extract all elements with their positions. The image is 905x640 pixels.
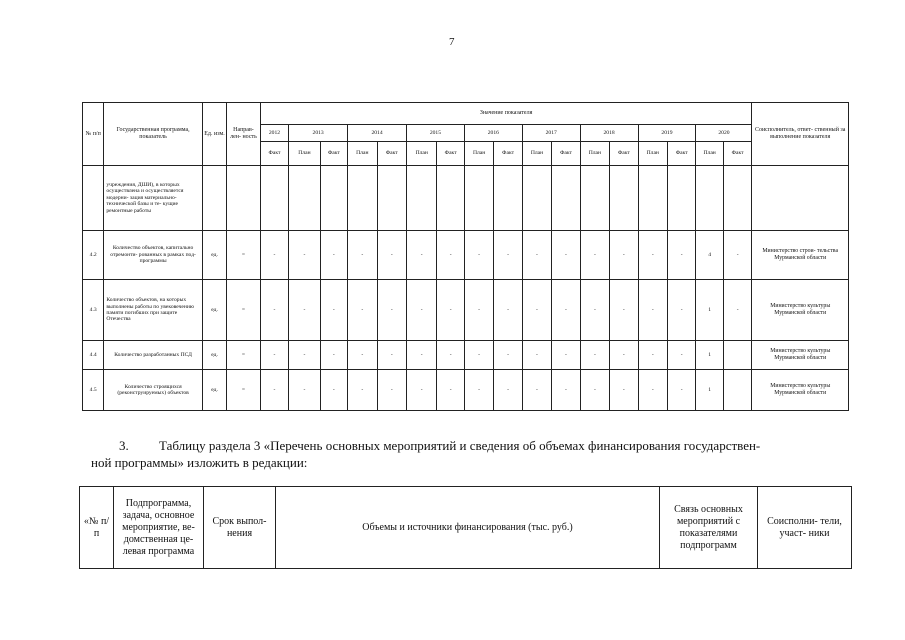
indicator-description: Количество строящихся (реконструируемых) объектов	[104, 370, 203, 411]
table-row	[83, 231, 849, 280]
direction-cell: =	[227, 341, 261, 370]
plan-header: План	[638, 142, 667, 166]
value-cell: -	[580, 370, 609, 411]
value-cell: -	[638, 341, 667, 370]
value-cell: -	[377, 370, 406, 411]
value-cell	[348, 166, 377, 231]
fact-header: Факт	[377, 142, 406, 166]
year-header: 2020	[696, 125, 752, 142]
value-cell: -	[668, 370, 696, 411]
fact-header: Факт	[668, 142, 696, 166]
value-cell: -	[260, 341, 288, 370]
value-cell: 1	[696, 280, 723, 341]
direction-cell: =	[227, 280, 261, 341]
col-program-header: Государственная программа, показатель	[104, 103, 203, 166]
table-row	[83, 341, 849, 370]
activities-table-header	[79, 486, 852, 569]
value-cell: -	[289, 370, 320, 411]
value-cell	[260, 166, 288, 231]
value-cell: -	[289, 280, 320, 341]
value-cell	[522, 166, 551, 231]
indicator-description: учреждения, ДШИ), в которых осуществлена и осуществляется модерни- зация материально- технической базы и те- кущие ремонтные работы	[104, 166, 203, 231]
responsible-cell	[752, 166, 849, 231]
direction-cell	[227, 166, 261, 231]
value-cell: -	[377, 280, 406, 341]
value-cell: -	[406, 341, 436, 370]
plan-header: План	[522, 142, 551, 166]
value-cell: -	[494, 370, 522, 411]
direction-cell: =	[227, 231, 261, 280]
paragraph-line-2: ной программы» изложить в редакции:	[91, 455, 308, 470]
indicator-description: Количество объектов, капитально отремонти- рованных в рамках под- программы	[104, 231, 203, 280]
value-cell	[406, 166, 436, 231]
value-cell: -	[348, 341, 377, 370]
row-number: 4.2	[83, 231, 104, 280]
value-cell: -	[320, 341, 347, 370]
fact-header: Факт	[723, 142, 752, 166]
page-number: 7	[449, 36, 455, 48]
fact-header: Факт	[494, 142, 522, 166]
value-cell: -	[437, 341, 464, 370]
value-cell: -	[377, 341, 406, 370]
year-header: 2018	[580, 125, 638, 142]
table-row	[83, 166, 849, 231]
year-header: 2014	[348, 125, 407, 142]
paragraph-number: 3.	[119, 438, 129, 453]
value-cell: -	[437, 231, 464, 280]
responsible-cell: Министерство строи- тельства Мурманской области	[752, 231, 849, 280]
year-header: 2013	[289, 125, 348, 142]
value-cell	[723, 370, 752, 411]
value-cell: -	[464, 341, 493, 370]
value-cell: -	[494, 231, 522, 280]
value-cell	[464, 166, 493, 231]
unit-cell: ед.	[202, 341, 226, 370]
value-cell: -	[668, 280, 696, 341]
row-number: 4.5	[83, 370, 104, 411]
col-coexec-header: Соисполни- тели, участ- ники	[758, 487, 852, 569]
year-header: 2016	[464, 125, 522, 142]
value-cell: -	[320, 370, 347, 411]
value-cell	[723, 166, 752, 231]
table-row	[83, 370, 849, 411]
value-cell: 4	[696, 231, 723, 280]
values-group-header: Значение показателя	[260, 103, 752, 125]
value-cell: -	[320, 231, 347, 280]
paragraph-line-1: Таблицу раздела 3 «Перечень основных мероприятий и сведения об объемах финансирования государствен-	[159, 438, 761, 453]
value-cell: -	[638, 280, 667, 341]
value-cell: -	[638, 231, 667, 280]
value-cell: -	[406, 370, 436, 411]
value-cell: -	[552, 280, 580, 341]
fact-header: Факт	[260, 142, 288, 166]
value-cell: -	[552, 341, 580, 370]
value-cell: -	[494, 280, 522, 341]
responsible-cell: Министерство культуры Мурманской области	[752, 370, 849, 411]
plan-header: План	[580, 142, 609, 166]
unit-cell: ед.	[202, 370, 226, 411]
value-cell: -	[723, 231, 752, 280]
value-cell	[289, 166, 320, 231]
value-cell	[377, 166, 406, 231]
row-number	[83, 166, 104, 231]
table-row	[83, 280, 849, 341]
value-cell: -	[260, 280, 288, 341]
value-cell: -	[289, 231, 320, 280]
value-cell: -	[610, 370, 638, 411]
value-cell: -	[464, 280, 493, 341]
col-link-header: Связь основных мероприятий с показателями подпрограмм	[660, 487, 758, 569]
value-cell: -	[377, 231, 406, 280]
indicators-table	[82, 102, 849, 411]
indicator-description: Количество разработанных ПСД	[104, 341, 203, 370]
value-cell: -	[580, 231, 609, 280]
value-cell	[580, 166, 609, 231]
plan-header: План	[348, 142, 377, 166]
unit-cell: ед.	[202, 280, 226, 341]
value-cell: -	[610, 341, 638, 370]
value-cell: -	[348, 280, 377, 341]
year-header: 2015	[406, 125, 464, 142]
value-cell: -	[348, 231, 377, 280]
value-cell: -	[464, 370, 493, 411]
col-responsible-header: Соисполнитель, ответ- ственный за выполнение показателя	[752, 103, 849, 166]
value-cell: -	[580, 341, 609, 370]
responsible-cell: Министерство культуры Мурманской области	[752, 341, 849, 370]
year-header: 2017	[522, 125, 580, 142]
value-cell	[320, 166, 347, 231]
fact-header: Факт	[437, 142, 464, 166]
responsible-cell: Министерство культуры Мурманской области	[752, 280, 849, 341]
fact-header: Факт	[320, 142, 347, 166]
amendment-paragraph	[91, 437, 855, 471]
col-direction-header: Направ- лен- ность	[227, 103, 261, 166]
value-cell: -	[610, 231, 638, 280]
value-cell: -	[723, 280, 752, 341]
value-cell: -	[406, 280, 436, 341]
value-cell: -	[580, 280, 609, 341]
value-cell: -	[522, 370, 551, 411]
col-num-header: № п/п	[83, 103, 104, 166]
value-cell: -	[289, 341, 320, 370]
value-cell: -	[348, 370, 377, 411]
col-num-header: «№ п/п	[80, 487, 114, 569]
value-cell: -	[552, 231, 580, 280]
value-cell	[668, 166, 696, 231]
value-cell	[638, 166, 667, 231]
value-cell: -	[552, 370, 580, 411]
value-cell: 1	[696, 370, 723, 411]
indicator-description: Количество объектов, на которых выполнены работы по увековечению памяти погибших при защите Отечества	[104, 280, 203, 341]
value-cell: -	[437, 370, 464, 411]
plan-header: План	[464, 142, 493, 166]
value-cell: -	[668, 231, 696, 280]
fact-header: Факт	[552, 142, 580, 166]
year-header: 2012	[260, 125, 288, 142]
col-unit-header: Ед. изм.	[202, 103, 226, 166]
row-number: 4.4	[83, 341, 104, 370]
unit-cell	[202, 166, 226, 231]
value-cell	[552, 166, 580, 231]
unit-cell: ед.	[202, 231, 226, 280]
value-cell: -	[610, 280, 638, 341]
value-cell: -	[522, 231, 551, 280]
value-cell: -	[494, 341, 522, 370]
col-funding-header: Объемы и источники финансирования (тыс. руб.)	[276, 487, 660, 569]
fact-header: Факт	[610, 142, 638, 166]
value-cell	[723, 341, 752, 370]
plan-header: План	[696, 142, 723, 166]
value-cell	[437, 166, 464, 231]
value-cell: -	[406, 231, 436, 280]
value-cell: -	[464, 231, 493, 280]
value-cell: -	[437, 280, 464, 341]
value-cell: -	[260, 231, 288, 280]
value-cell: -	[522, 341, 551, 370]
value-cell: -	[638, 370, 667, 411]
value-cell: -	[522, 280, 551, 341]
value-cell	[610, 166, 638, 231]
value-cell: -	[320, 280, 347, 341]
value-cell: 1	[696, 341, 723, 370]
value-cell	[494, 166, 522, 231]
plan-header: План	[406, 142, 436, 166]
value-cell: -	[668, 341, 696, 370]
direction-cell: =	[227, 370, 261, 411]
value-cell: -	[260, 370, 288, 411]
year-header: 2019	[638, 125, 696, 142]
value-cell	[696, 166, 723, 231]
plan-header: План	[289, 142, 320, 166]
col-term-header: Срок выпол- нения	[204, 487, 276, 569]
col-subprogram-header: Подпрограмма, задача, основное мероприятие, ве- домственная це- левая программа	[114, 487, 204, 569]
row-number: 4.3	[83, 280, 104, 341]
